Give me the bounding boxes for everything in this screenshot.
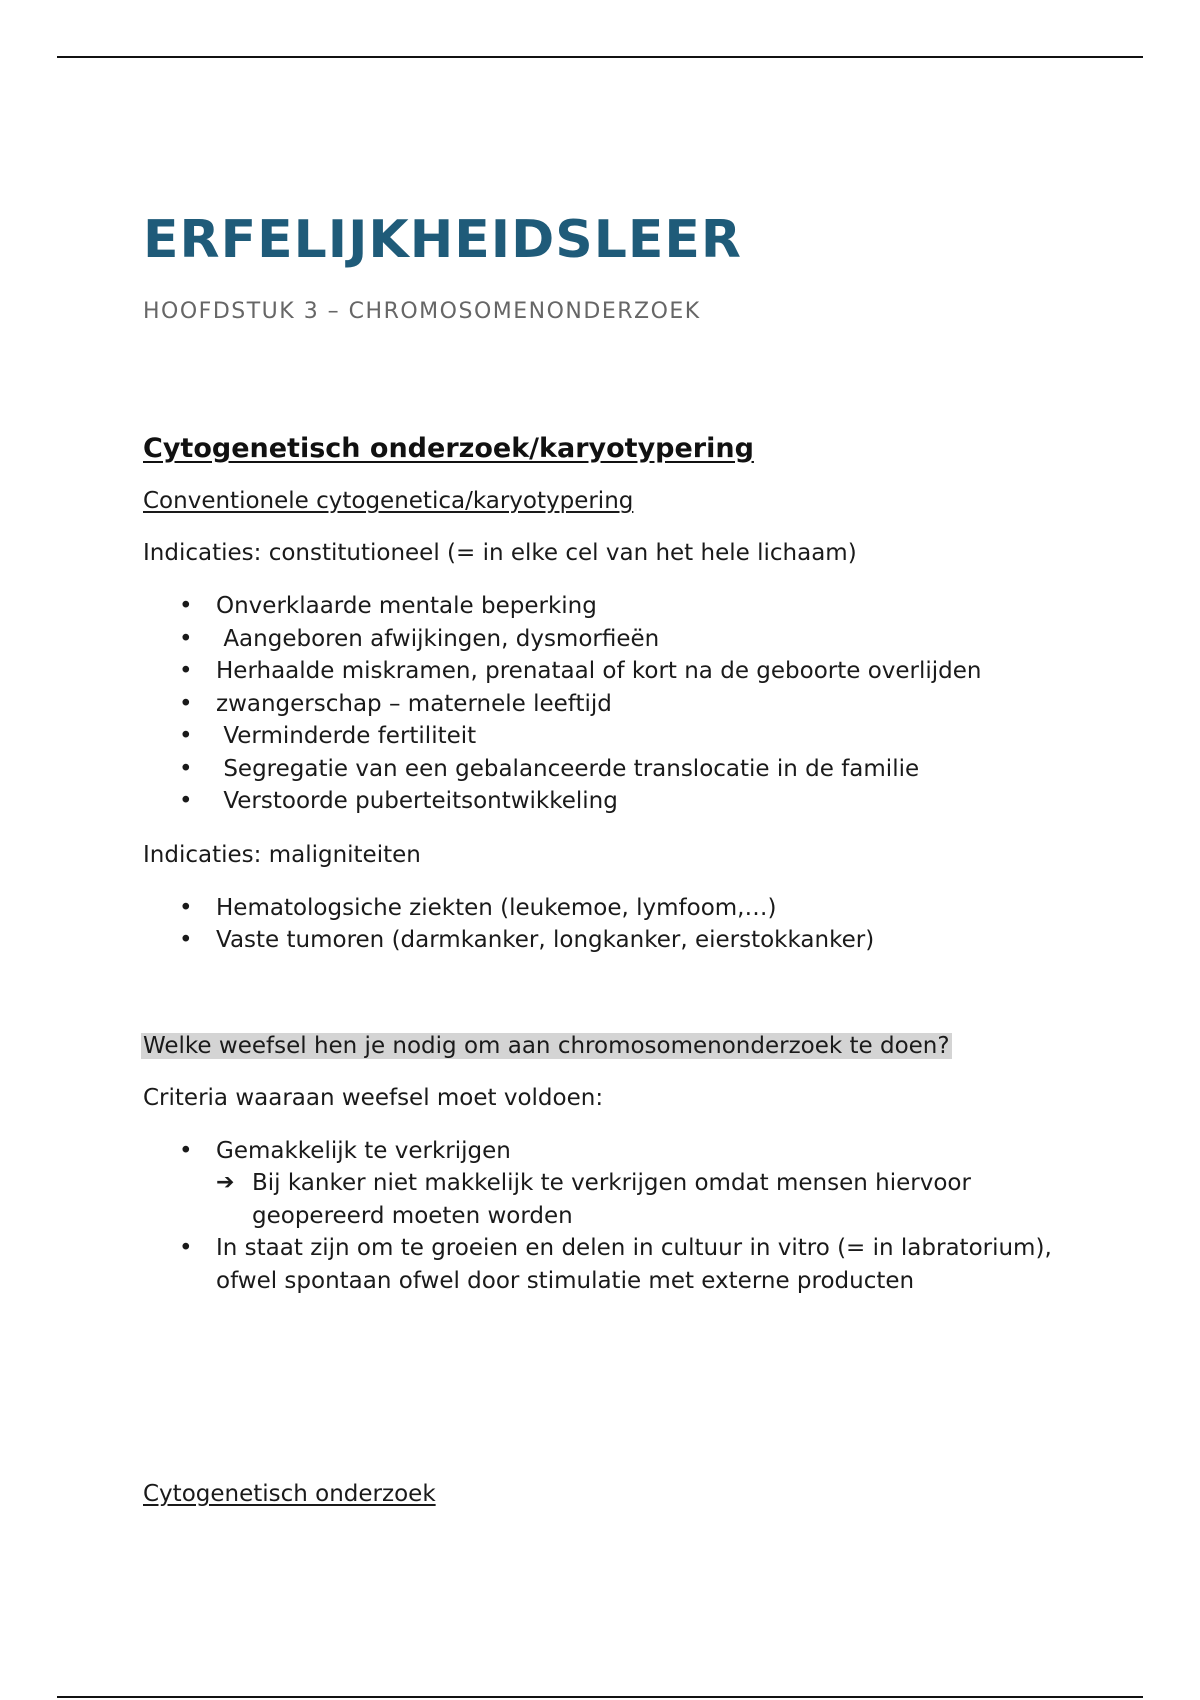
bullet-icon: • (179, 690, 193, 717)
document-title: ERFELIJKHEIDSLEER (143, 210, 742, 270)
bullet-icon: • (179, 593, 193, 619)
indications-malignant-label: Indicaties: maligniteiten (143, 841, 421, 868)
criteria-intro: Criteria waaraan weefsel moet voldoen: (143, 1084, 604, 1111)
list-item: • Verstoorde puberteitsontwikkeling (143, 785, 1063, 818)
criterion-note (216, 1167, 1063, 1232)
constitutional-indications-list (143, 590, 1063, 818)
criterion-note-text: Bij kanker niet makkelijk te verkrijgen omdat mensen hiervoor geopereerd moeten worden (252, 1170, 971, 1229)
list-item: • Vaste tumoren (darmkanker, longkanker, eierstokkanker) (143, 924, 1063, 957)
list-item: • Hematologsiche ziekten (leukemoe, lymfoom,…) (143, 892, 1063, 925)
section-heading-karyotypering: Cytogenetisch onderzoek/karyotypering (143, 433, 754, 464)
malignant-indications-list (143, 892, 1063, 957)
bullet-icon: • (179, 625, 193, 652)
list-item: • Segregatie van een gebalanceerde translocatie in de familie (143, 753, 1063, 786)
criteria-list (143, 1135, 1063, 1298)
bullet-icon: • (179, 927, 193, 953)
bullet-icon: • (179, 788, 193, 814)
bullet-icon: • (179, 1235, 193, 1261)
bullet-icon: • (179, 658, 193, 684)
criterion-text: In staat zijn om te groeien en delen in cultuur in vitro (= in labratorium), ofwel spontaan ofwel door stimulatie met externe producten (216, 1235, 1052, 1294)
subheading-conventionele-cytogenetica: Conventionele cytogenetica/karyotypering (143, 488, 634, 514)
list-item: • Aangeboren afwijkingen, dysmorfieën (143, 623, 1063, 656)
indications-constitutional-label: Indicaties: constitutioneel (= in elke cel van het hele lichaam) (143, 540, 857, 566)
list-item (143, 1135, 1063, 1233)
list-item: • Verminderde fertiliteit (143, 720, 1063, 753)
bullet-icon: • (179, 755, 193, 782)
document-body (143, 210, 1063, 1509)
header-rule (57, 56, 1143, 58)
tissue-question (143, 1031, 1063, 1061)
bullet-icon: • (179, 723, 193, 749)
arrow-right-icon: ➔ (216, 1170, 235, 1195)
list-item (143, 1232, 1063, 1297)
footer-rule (57, 1696, 1143, 1698)
subheading-cytogenetisch-onderzoek: Cytogenetisch onderzoek (143, 1481, 436, 1507)
list-item: • Onverklaarde mentale beperking (143, 590, 1063, 623)
list-item: • zwangerschap – maternele leeftijd (143, 688, 1063, 721)
bullet-icon: • (179, 1137, 193, 1164)
criterion-text: Gemakkelijk te verkrijgen (216, 1137, 511, 1164)
bullet-icon: • (179, 894, 193, 921)
document-subtitle: HOOFDSTUK 3 – CHROMOSOMENONDERZOEK (143, 299, 701, 324)
highlighted-question: Welke weefsel hen je nodig om aan chromosomenonderzoek te doen? (143, 1032, 950, 1059)
list-item: • Herhaalde miskramen, prenataal of kort na de geboorte overlijden (143, 655, 1063, 688)
